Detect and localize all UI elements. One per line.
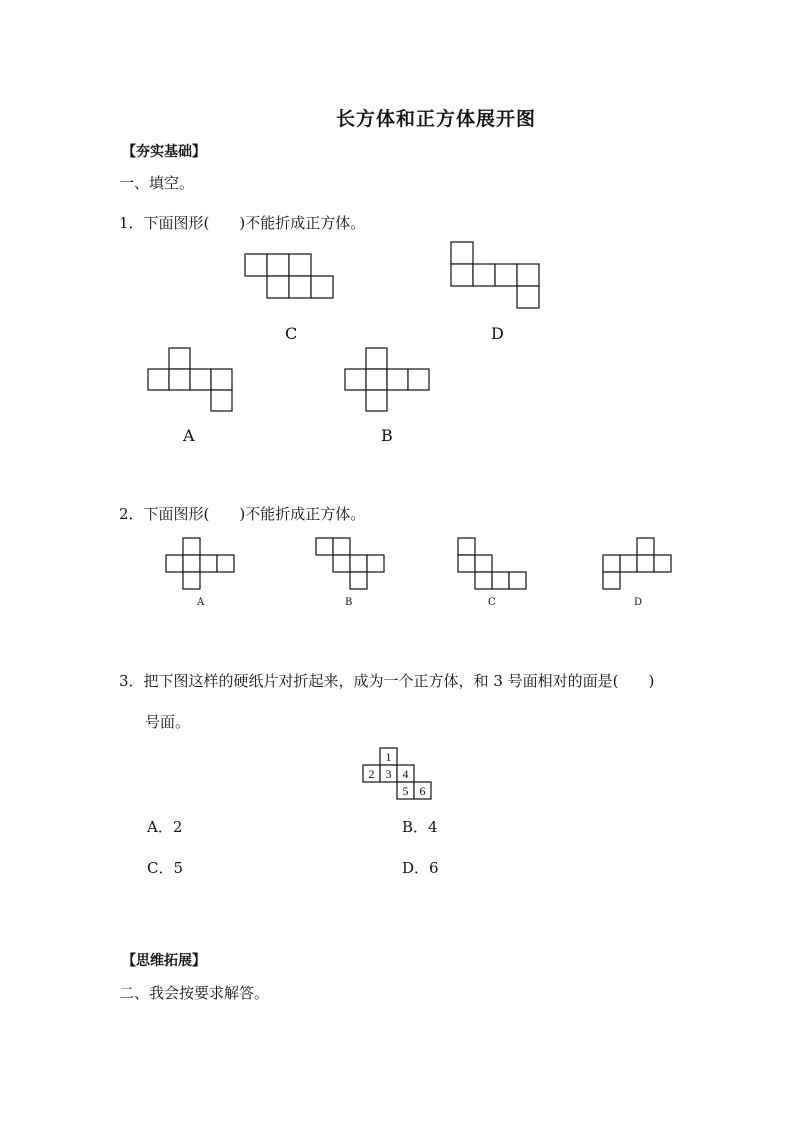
- q2-net-c: [452, 533, 532, 593]
- q1-net-c: [240, 250, 340, 302]
- question-1-text: 1．下面图形( )不能折成正方体。: [119, 214, 366, 232]
- page-title: 长方体和正方体展开图: [336, 108, 537, 130]
- question-3-text: 3．把下图这样的硬纸片对折起来，成为一个正方体，和 3 号面相对的面是( ): [119, 672, 655, 690]
- question-2-text: 2．下面图形( )不能折成正方体。: [119, 505, 366, 523]
- question-3-text-continued: 号面。: [145, 713, 191, 731]
- q3-option-d: D．6: [402, 859, 439, 877]
- q1-label-b: B: [381, 426, 393, 445]
- q1-label-d: D: [491, 324, 504, 343]
- net-number-5: 5: [402, 784, 409, 798]
- part-heading-solve: 二、我会按要求解答。: [119, 984, 270, 1002]
- q1-net-d: [446, 238, 546, 314]
- q2-label-d: D: [634, 597, 643, 608]
- q2-net-a: [160, 533, 240, 593]
- q2-net-b: [310, 533, 390, 593]
- q2-label-a: A: [197, 597, 205, 608]
- q1-net-a: [143, 344, 239, 416]
- q3-option-b: B．4: [402, 818, 438, 836]
- part-heading-fill-in: 一、填空。: [119, 174, 195, 192]
- net-number-1: 1: [385, 750, 392, 764]
- q3-option-a: A．2: [147, 818, 183, 836]
- q2-net-d: [597, 533, 677, 593]
- section-heading-extension: 【思维拓展】: [122, 953, 206, 969]
- net-number-2: 2: [368, 767, 375, 781]
- q3-numbered-net: [360, 744, 436, 802]
- q2-label-b: B: [345, 597, 353, 608]
- q1-label-c: C: [285, 324, 298, 343]
- q1-label-a: A: [183, 426, 195, 445]
- section-heading-basics: 【夯实基础】: [122, 144, 206, 160]
- net-number-3: 3: [385, 767, 392, 781]
- net-number-4: 4: [402, 767, 409, 781]
- q2-label-c: C: [488, 597, 496, 608]
- net-number-6: 6: [419, 784, 426, 798]
- q1-net-b: [340, 344, 436, 416]
- q3-option-c: C．5: [147, 859, 184, 877]
